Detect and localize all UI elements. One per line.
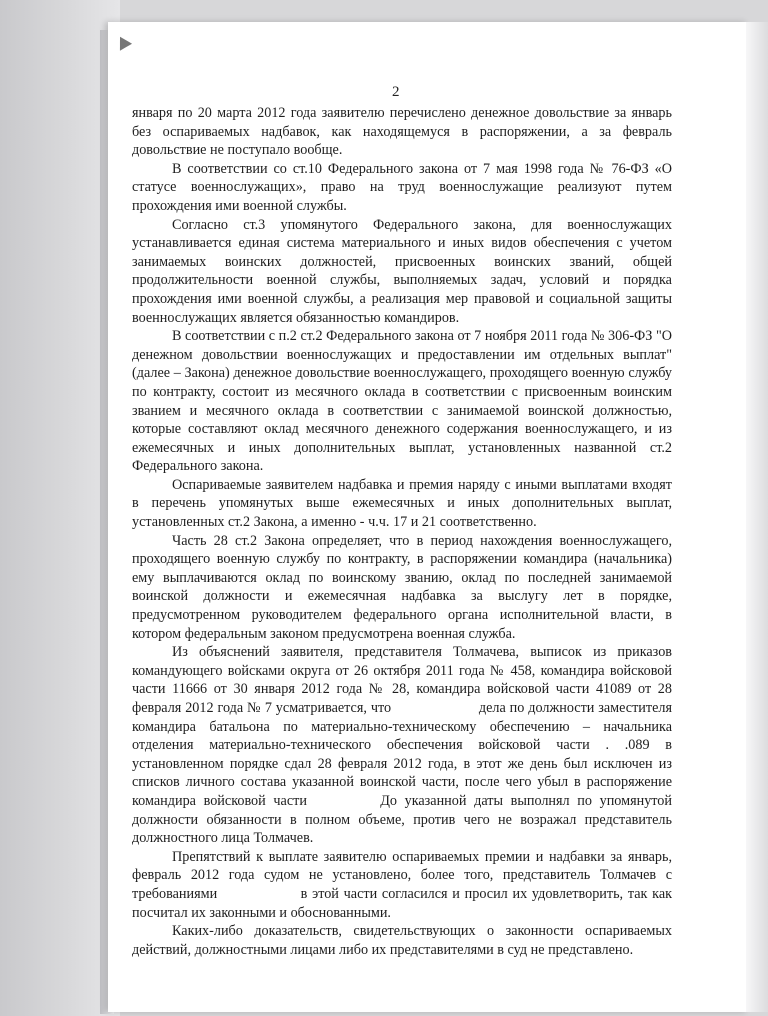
- paragraph-4: В соответствии с п.2 ст.2 Федерального закона от 7 ноября 2011 года № 306-ФЗ "О денежном довольствии военнослужащих и предоставлении им отдельных выплат" (далее – Закона) денежное довольствие военнослужащего, проходящего военную службу по контракту, состоит из месячного оклада в соответствии с присвоенным воинским званием и месячного оклада в соответствии с занимаемой воинской должностью, которые составляют оклад месячного денежного содержания военнослужащего, и из ежемесячных и иных дополнительных выплат, установленных названной ст.2 Федерального закона.: [132, 328, 672, 475]
- paragraph-7-part-1: Из объяснений заявителя, представителя Толмачева, выписок из приказов командующего войсками округа от 26 октября 2011 года № 458, командира войсковой части 11666 от 30 января 2012 года № 28, командира войсковой части 41089 от 28 февраля 2012 года № 7 усматривается, что: [132, 644, 672, 716]
- paragraph-5: Оспариваемые заявителем надбавка и премия наряду с иными выплатами входят в перечень упомянутых выше ежемесячных и иных дополнительных выплат, установленных ст.2 Закона, а именно - ч.ч. 17 и 21 соответственно.: [132, 476, 672, 531]
- paragraph-8-part-1: Препятствий к выплате заявителю оспариваемых премии и надбавки за январь, февраль 2012 года судом не установлено, более того, представитель Толмачев с требованиями: [132, 848, 672, 902]
- paragraph-8: [132, 848, 672, 922]
- page-number: 2: [392, 84, 400, 100]
- document-body: [132, 104, 672, 959]
- page-right-edge: [746, 22, 768, 1012]
- paragraph-7-part-3: До указанной даты выполнял по упомянутой должности обязанности в полном объеме, против чего не возражал представитель должностного лица Толмачев.: [132, 792, 672, 847]
- paragraph-2: В соответствии со ст.10 Федерального закона от 7 мая 1998 года № 76-ФЗ «О статусе военнослужащих», право на труд военнослужащие реализуют путем прохождения ими военной службы.: [132, 160, 672, 214]
- redacted-name: [222, 886, 296, 900]
- paragraph-7-part-2: дела по должности заместителя командира батальона по материально-техническому обеспечению – начальника отделения материально-технического обеспечения войсковой части . .089 в установленном порядке сдал 28 февраля 2012 года, в этот же день был исключен из списков личного состава указанной воинской части, после чего убыл в распоряжение командира войсковой части: [132, 700, 673, 809]
- paragraph-6: Часть 28 ст.2 Закона определяет, что в период нахождения военнослужащего, проходящего военную службу по контракту, в распоряжении командира (начальника) ему выплачиваются оклад по воинскому званию, оклад по последней занимаемой воинской должности и ежемесячная надбавка за выслугу лет в порядке, предусмотренном руководителем федерального органа исполнительной власти, в котором федеральным законом предусмотрена военная служба.: [132, 532, 672, 642]
- redacted-unit-number: [315, 793, 373, 807]
- paragraph-1: января по 20 марта 2012 года заявителю перечислено денежное довольствие за январь без оспариваемых надбавок, как находящемуся в распоряжении, а за февраль довольствие не поступало вообще.: [132, 105, 672, 159]
- paragraph-9: Каких-либо доказательств, свидетельствующих о законности оспариваемых действий, должностными лицами либо их представителями в суд не представлено.: [132, 923, 672, 958]
- redacted-name: [395, 700, 475, 714]
- paragraph-3: Согласно ст.3 упомянутого Федерального закона, для военнослужащих устанавливается единая система материального и иных видов обеспечения с учетом занимаемых воинских должностей, присвоенных воинских званий, общей продолжительности военной службы, выполняемых задач, условий и порядка прохождения ими военной службы, а реализация мер правовой и социальной защиты военнослужащих является обязанностью командиров.: [132, 216, 672, 326]
- paragraph-8-part-2: в этой части согласился и просил их удовлетворить, так как посчитал их законными и обоснованными.: [132, 885, 673, 921]
- paragraph-7: [132, 643, 672, 848]
